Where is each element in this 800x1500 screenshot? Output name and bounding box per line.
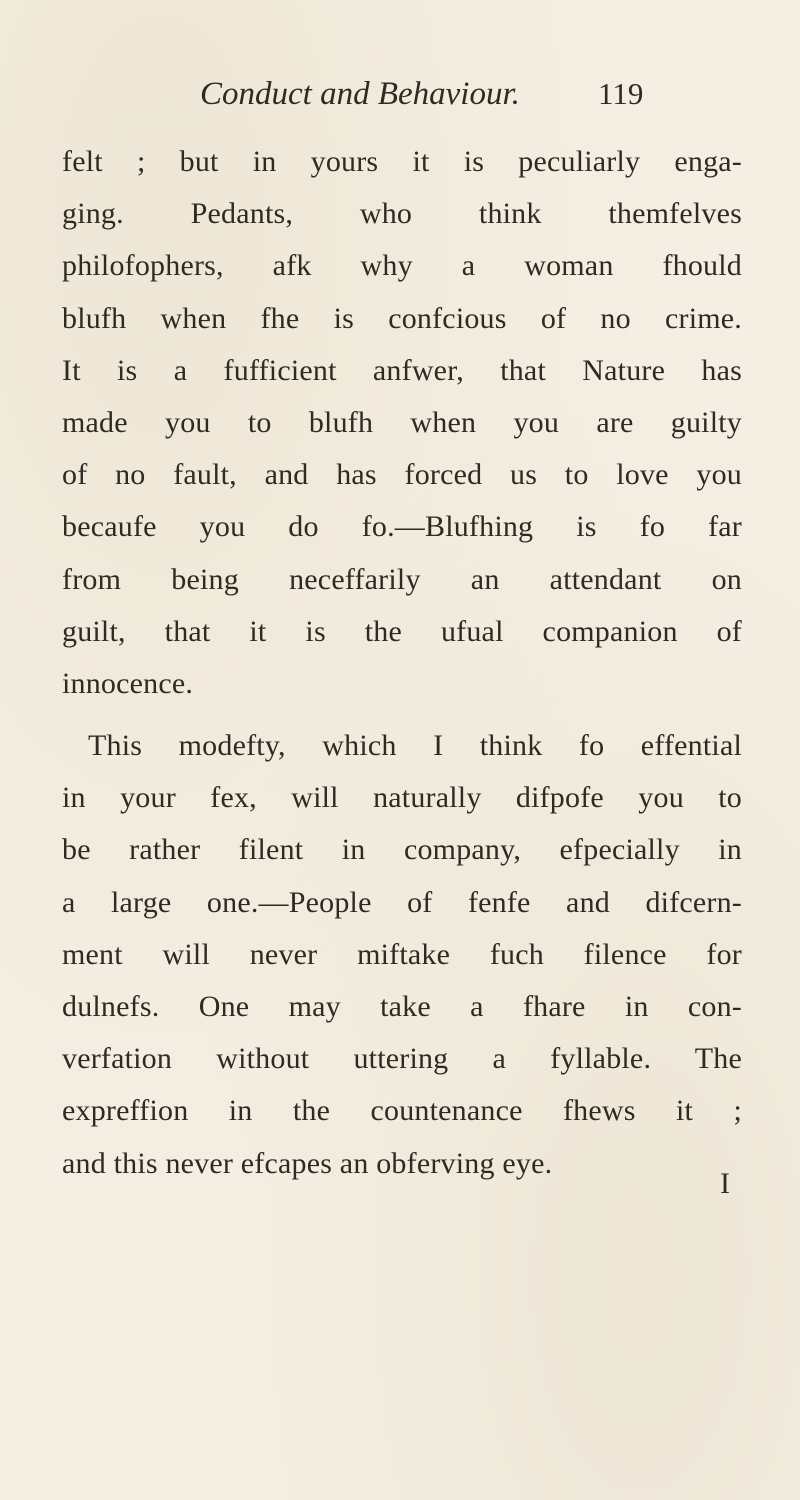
text-line: This modefty, which I think fo effential [88, 729, 742, 762]
text-line: expreffion in the countenance fhews it ; [62, 1094, 742, 1128]
catchword: I [720, 1167, 730, 1200]
text-line: and this never efcapes an obferving eye. [62, 1146, 553, 1180]
text-line: ging. Pedants, who think themfelves [62, 197, 742, 231]
text-line: a large one.—People of fenfe and difcern- [62, 885, 742, 919]
page-number: 119 [598, 76, 644, 111]
text-line: philofophers, afk why a woman fhould [62, 249, 742, 283]
running-head [200, 74, 640, 114]
paragraph-2 [62, 720, 742, 1190]
text-line: ment will never miftake fuch filence for [62, 937, 742, 971]
text-line: becaufe you do fo.—Blufhing is fo far [62, 510, 742, 544]
text-line: of no fault, and has forced us to love you [62, 458, 742, 492]
paragraph-1 [62, 136, 742, 710]
text-line: be rather filent in company, efpecially in [62, 833, 742, 867]
text-line: dulnefs. One may take a fhare in con- [62, 989, 742, 1023]
text-line: innocence. [62, 666, 194, 700]
text-line: made you to blufh when you are guilty [62, 405, 742, 439]
text-line: blufh when fhe is confcious of no crime. [62, 301, 742, 335]
text-line: guilt, that it is the ufual companion of [62, 614, 742, 648]
text-line: from being neceffarily an attendant on [62, 562, 742, 596]
text-line: felt ; but in yours it is peculiarly enga- [62, 145, 742, 178]
running-title: Conduct and Behaviour. [200, 76, 520, 112]
text-line: verfation without uttering a fyllable. The [62, 1042, 742, 1076]
text-line: It is a fufficient anfwer, that Nature has [62, 353, 742, 387]
text-line: in your fex, will naturally difpofe you to [62, 781, 742, 815]
